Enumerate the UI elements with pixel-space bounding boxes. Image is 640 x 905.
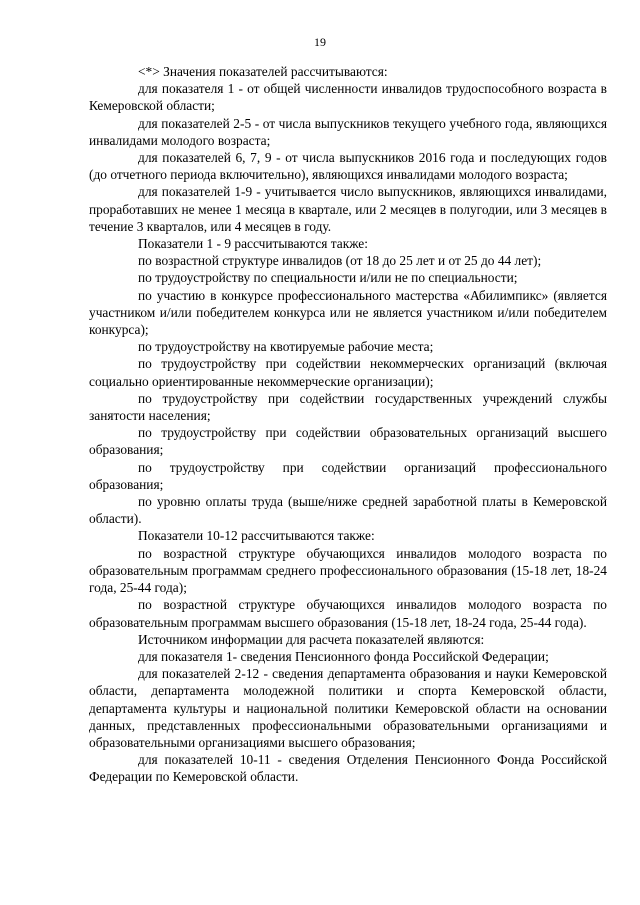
paragraph: Показатели 1 - 9 рассчитываются также:	[138, 236, 368, 252]
paragraph: по участию в конкурсе профессионального мастерства «Абилимпикс» (является участником и/или победителем конкурса или не является участником и/или победителем конкурса);	[89, 287, 607, 338]
paragraph: по трудоустройству при содействии некоммерческих организаций (включая социально ориентированные некоммерческие организации);	[89, 356, 607, 389]
paragraph: по трудоустройству при содействии образовательных организаций высшего образования;	[89, 425, 607, 458]
paragraph: по трудоустройству при содействии организаций профессионального образования;	[89, 459, 607, 492]
paragraph: по трудоустройству при содействии государственных учреждений службы занятости населения;	[89, 390, 607, 424]
paragraph: для показателей 10-11 - сведения Отделения Пенсионного Фонда Российской Федерации по Кемеровской области.	[89, 752, 607, 785]
paragraph: Показатели 10-12 рассчитываются также:	[138, 528, 375, 544]
page-number: 19	[314, 35, 326, 49]
paragraph: для показателя 1 - от общей численности инвалидов трудоспособного возраста в Кемеровской области;	[89, 81, 607, 114]
paragraph: для показателей 1-9 - учитывается число выпускников, являющихся инвалидами, проработавших не менее 1 месяца в квартале, или 2 месяцев в полугодии, или 3 месяцев в течение 3 кварталов, или 4 месяцев в году.	[89, 184, 607, 234]
paragraph: для показателей 2-12 - сведения департамента образования и науки Кемеровской области, департамента молодежной политики и спорта Кемеровской области, департамента культуры и национальной политики Кемеровской области на основании данных, представленных профессиональными образовательными организациями и образовательными организациями высшего образования;	[89, 666, 607, 750]
paragraph: для показателя 1- сведения Пенсионного фонда Российской Федерации;	[138, 648, 549, 664]
paragraph: по уровню оплаты труда (выше/ниже средней заработной платы в Кемеровской области).	[89, 494, 607, 527]
document-body	[89, 63, 607, 786]
paragraph: для показателей 6, 7, 9 - от числа выпускников 2016 года и последующих годов (до отчетного периода включительно), являющихся инвалидами молодого возраста;	[89, 150, 607, 183]
paragraph: Источником информации для расчета показателей являются:	[138, 631, 485, 647]
paragraph: по трудоустройству на квотируемые рабочие места;	[138, 339, 434, 355]
paragraph: для показателей 2-5 - от числа выпускников текущего учебного года, являющихся инвалидами молодого возраста;	[89, 115, 607, 148]
paragraph: по возрастной структуре инвалидов (от 18 до 25 лет и от 25 до 44 лет);	[138, 253, 542, 269]
paragraph: по трудоустройству по специальности и/или не по специальности;	[138, 270, 518, 286]
paragraph: по возрастной структуре обучающихся инвалидов молодого возраста по образовательным программам высшего образования (15-18 лет, 18-24 года, 25-44 года).	[89, 597, 607, 630]
paragraph: по возрастной структуре обучающихся инвалидов молодого возраста по образовательным программам среднего профессионального образования (15-18 лет, 18-24 года, 25-44 года);	[89, 545, 607, 596]
paragraph-footnote-intro: <*> Значения показателей рассчитываются:	[138, 64, 388, 79]
